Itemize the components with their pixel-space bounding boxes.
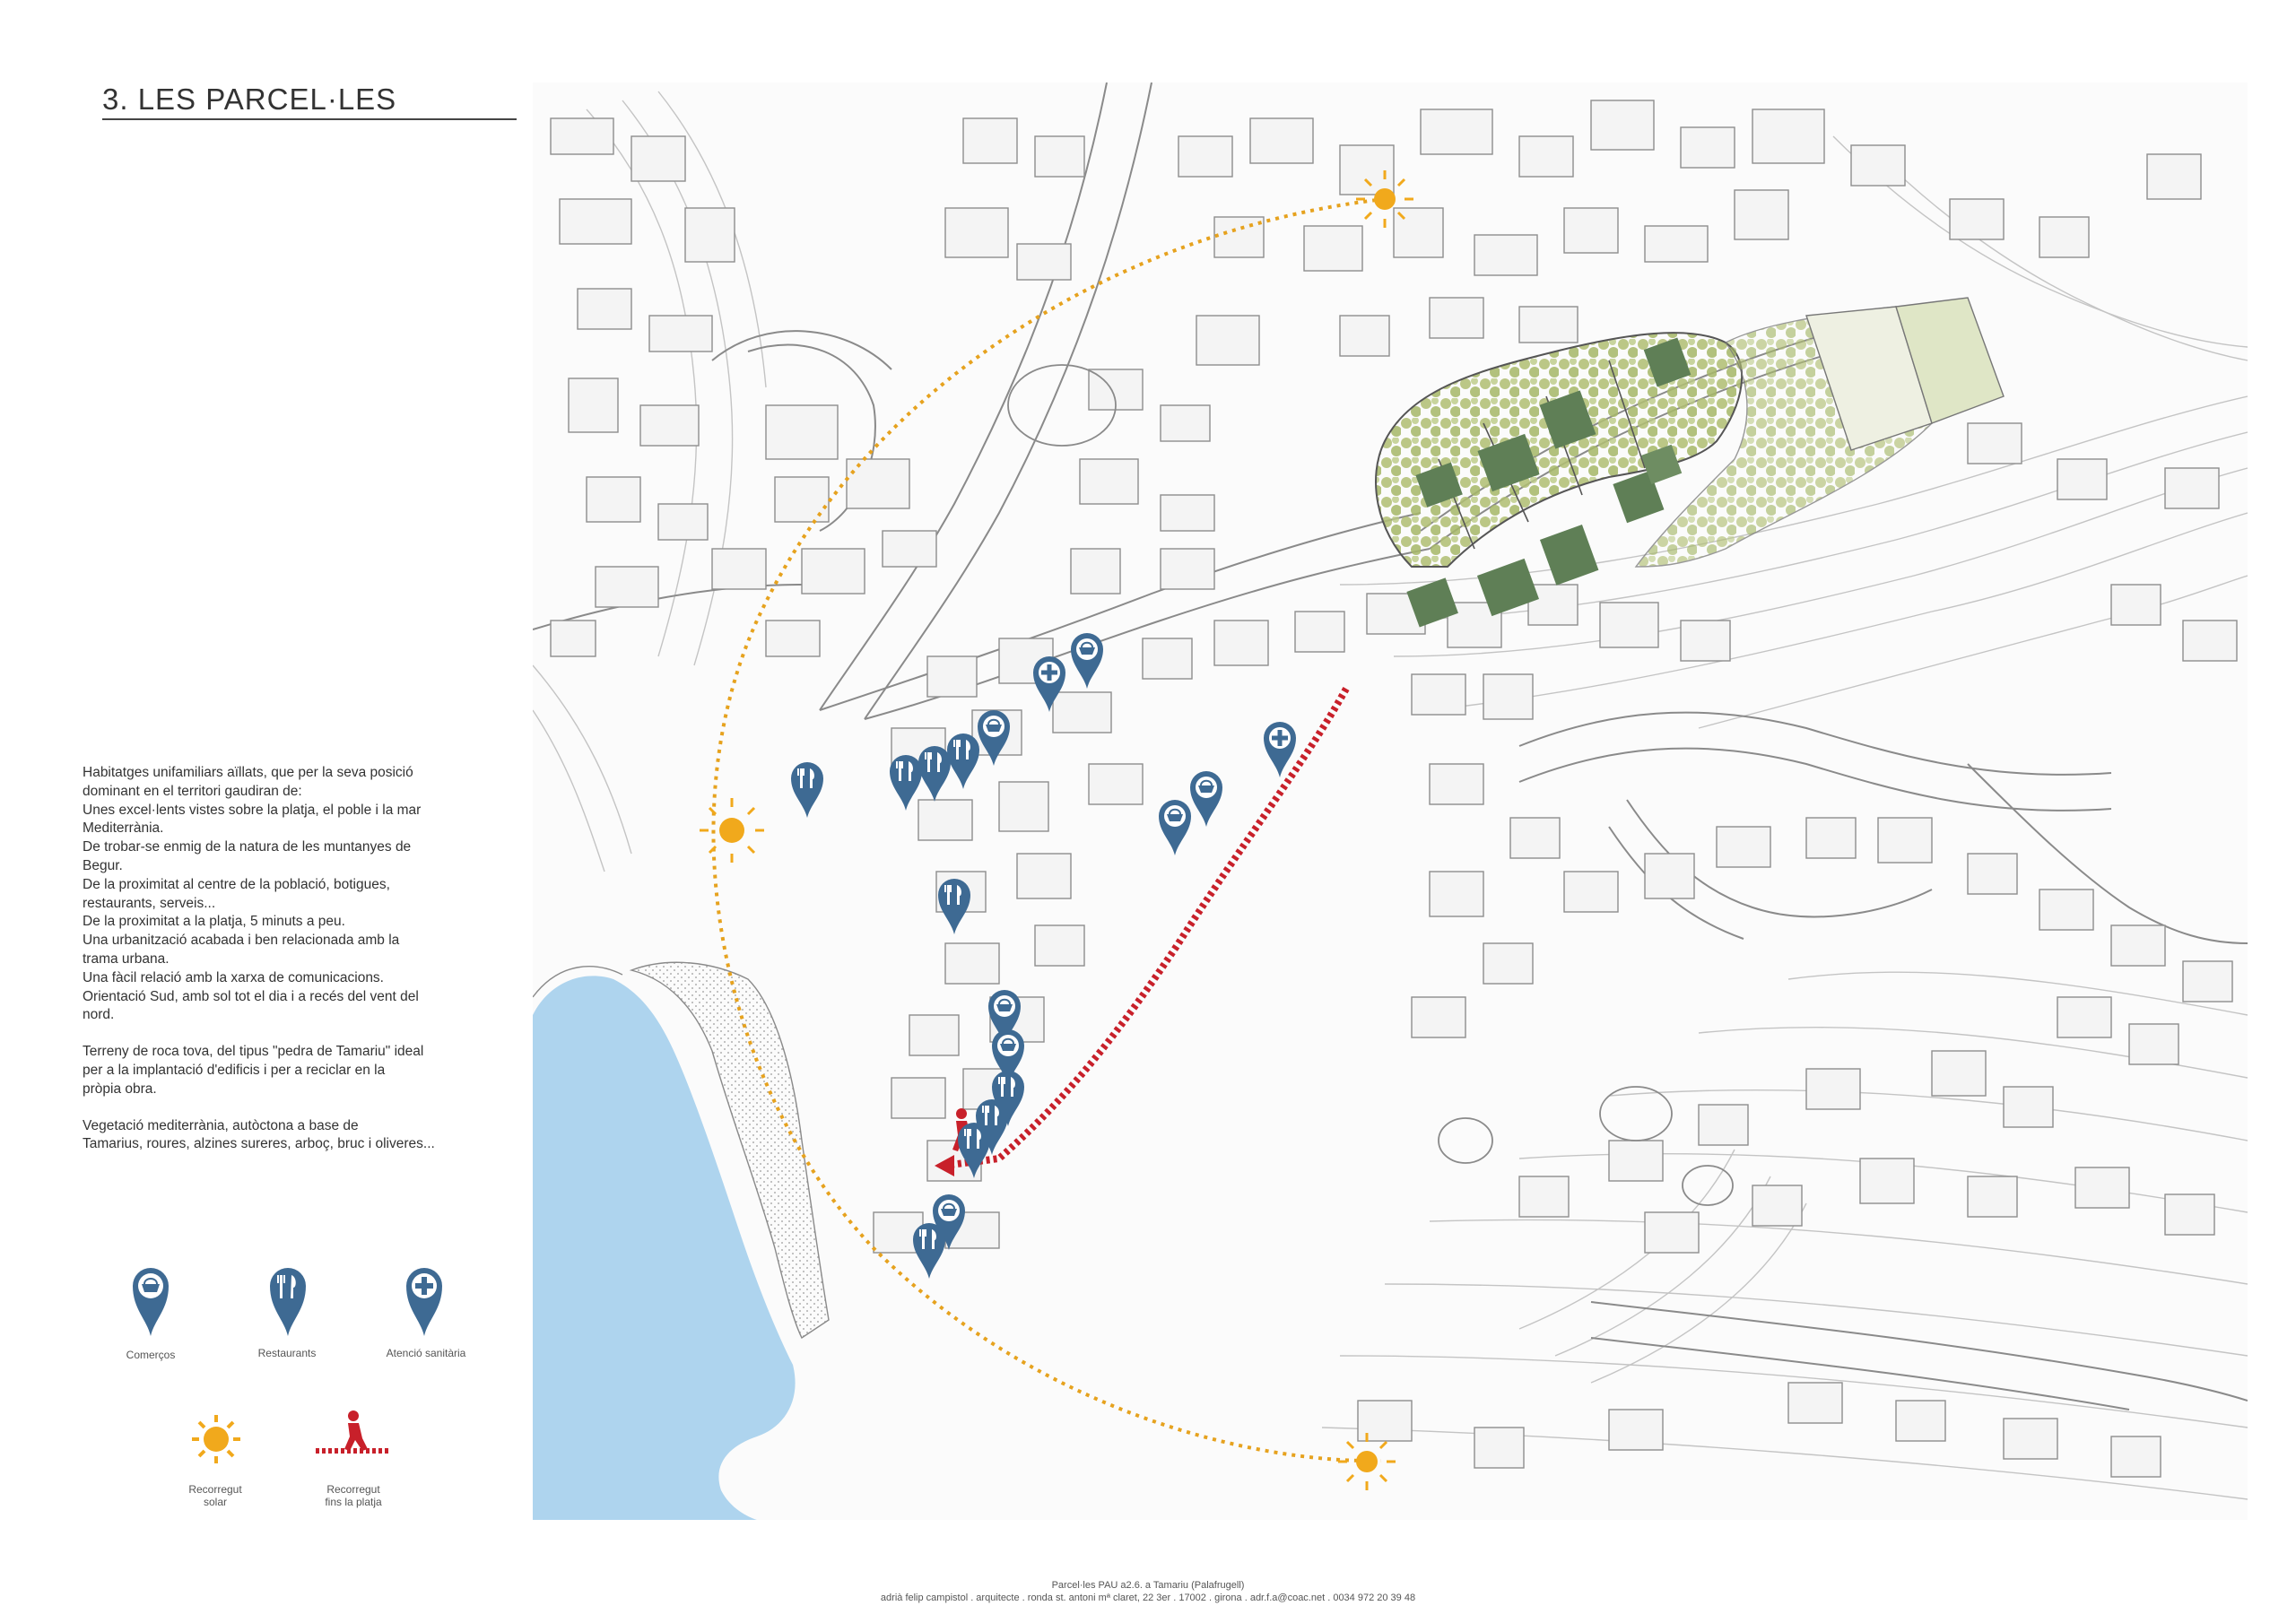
legend-walk-line: fins la platja xyxy=(325,1496,382,1508)
vegetation-line: Tamarius, roures, alzines sureres, arboç, bruc i oliveres... xyxy=(83,1136,435,1152)
legend-restaurants-label: Restaurants xyxy=(257,1347,317,1359)
description-line: De trobar-se enmig de la natura de les muntanyes de xyxy=(83,839,412,855)
health-cross-icon xyxy=(406,1268,442,1336)
legend-shops-label: Comerços xyxy=(126,1349,176,1361)
footer-contact: adrià felip campistol . arquitecte . ronda st. antoni mª claret, 22 3er . 17002 . girona . adr.f.a@coac.net . 0034 972 20 39 48 xyxy=(880,1593,1416,1603)
description-line: restaurants, serveis... xyxy=(83,895,216,911)
description-line: De la proximitat a la platja, 5 minuts a peu. xyxy=(83,914,345,930)
terrain-line: per a la implantació d'edificis i per a reciclar en la xyxy=(83,1062,386,1078)
description-line: Una urbanització acabada i ben relacionada amb la xyxy=(83,933,400,949)
legend-solar-label xyxy=(170,1483,260,1508)
description-line: Begur. xyxy=(83,857,123,873)
shopping-basket-icon xyxy=(133,1268,169,1336)
description-line: Orientació Sud, amb sol tot el dia i a recés del vent del xyxy=(83,988,419,1004)
description-line: trama urbana. xyxy=(83,950,170,967)
description-line: dominant en el territori gaudiran de: xyxy=(83,783,302,799)
legend-pins xyxy=(131,1264,490,1338)
page-title: 3. LES PARCEL·LES xyxy=(102,82,397,116)
description-text xyxy=(83,764,477,1154)
site-map[interactable] xyxy=(533,82,2248,1520)
vegetation-line: Vegetació mediterrània, autòctona a base de xyxy=(83,1117,359,1133)
legend-walk-line: Recorregut xyxy=(326,1483,380,1496)
title-divider xyxy=(102,118,517,120)
sun-icon xyxy=(185,1408,248,1471)
legend-solar-line: Recorregut xyxy=(188,1483,242,1496)
description-line: De la proximitat al centre de la població, botigues, xyxy=(83,876,390,892)
terrain-line: Terreny de roca tova, del tipus "pedra de Tamariu" ideal xyxy=(83,1044,424,1060)
fork-knife-icon xyxy=(270,1268,306,1336)
pedestrian-icon xyxy=(316,1410,391,1460)
description-line: Una fàcil relació amb la xarxa de comunicacions. xyxy=(83,969,384,985)
description-line: Mediterrània. xyxy=(83,820,164,837)
description-line: nord. xyxy=(83,1007,115,1023)
legend-solar-line: solar xyxy=(203,1496,227,1508)
description-line: Unes excel·lents vistes sobre la platja, el poble i la mar xyxy=(83,802,422,818)
legend-walk-label xyxy=(309,1483,398,1508)
legend-health-label: Atenció sanitària xyxy=(386,1347,466,1359)
description-line: Habitatges unifamiliars aïllats, que per la seva posició xyxy=(83,765,413,780)
terrain-line: pròpia obra. xyxy=(83,1081,157,1097)
footer-title: Parcel·les PAU a2.6. a Tamariu (Palafrugell) xyxy=(1051,1580,1245,1591)
